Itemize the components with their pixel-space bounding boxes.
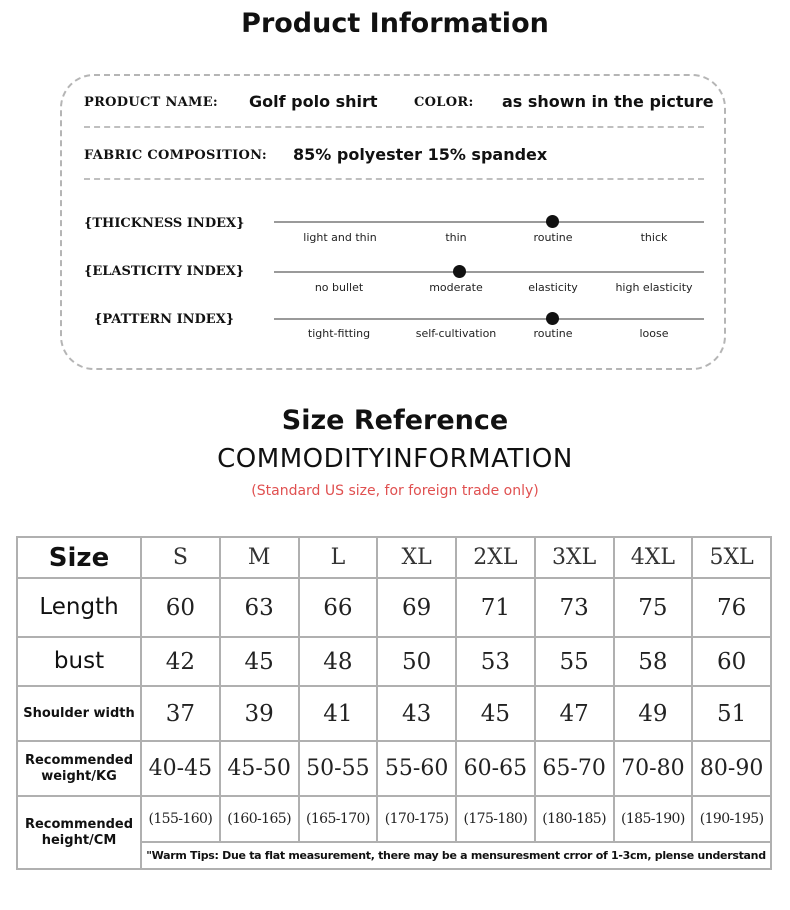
table-cell: 75 (614, 578, 693, 637)
commodity-info-heading: COMMODITYINFORMATION (217, 444, 573, 474)
elasticity-option: elasticity (528, 281, 578, 294)
warm-tip-text: "Warm Tips: Due ta flat measurement, there may be a mensuresment crror of 1-3cm, plense understand (141, 842, 771, 869)
size-label: M (220, 537, 299, 578)
thickness-option: light and thin (303, 231, 377, 244)
size-header-label: Size (17, 537, 141, 578)
table-cell: 39 (220, 686, 299, 741)
divider (84, 178, 704, 180)
table-cell: 45 (220, 637, 299, 686)
size-reference-heading: Size Reference (281, 405, 509, 436)
table-cell: 69 (377, 578, 456, 637)
thickness-option: thin (445, 231, 467, 244)
table-cell: (180-185) (535, 796, 614, 842)
color-value: as shown in the picture (502, 92, 714, 111)
table-cell: (165-170) (299, 796, 378, 842)
table-cell: 65-70 (535, 741, 614, 796)
table-cell: 49 (614, 686, 693, 741)
pattern-scale-line (274, 318, 704, 320)
table-cell: 73 (535, 578, 614, 637)
row-label-shoulder-width: Shoulder width (17, 686, 141, 741)
row-label-weight: Recommended weight/KG (17, 741, 141, 796)
product-name-label: PRODUCT NAME: (84, 95, 219, 110)
table-cell: (170-175) (377, 796, 456, 842)
fabric-value: 85% polyester 15% spandex (293, 145, 548, 164)
pattern-option: routine (533, 327, 573, 340)
row-label-bust: bust (17, 637, 141, 686)
table-row-shoulder (17, 686, 771, 741)
table-cell: 40-45 (141, 741, 220, 796)
table-cell: (160-165) (220, 796, 299, 842)
table-cell: 63 (220, 578, 299, 637)
pattern-marker (546, 312, 559, 325)
table-cell: (190-195) (692, 796, 771, 842)
table-row-weight (17, 741, 771, 796)
pattern-index-label: {PATTERN INDEX} (94, 312, 235, 327)
table-cell: (175-180) (456, 796, 535, 842)
elasticity-scale-line (274, 271, 704, 273)
table-cell: 71 (456, 578, 535, 637)
table-cell: (185-190) (614, 796, 693, 842)
table-cell: 45-50 (220, 741, 299, 796)
thickness-scale-line (274, 221, 704, 223)
table-row-bust (17, 637, 771, 686)
table-cell: 41 (299, 686, 378, 741)
size-label: 3XL (535, 537, 614, 578)
table-cell: 50-55 (299, 741, 378, 796)
pattern-option: loose (639, 327, 669, 340)
table-cell: 58 (614, 637, 693, 686)
elasticity-option: no bullet (314, 281, 364, 294)
table-cell: 43 (377, 686, 456, 741)
elasticity-index-label: {ELASTICITY INDEX} (84, 264, 245, 279)
table-cell: 48 (299, 637, 378, 686)
table-cell: (155-160) (141, 796, 220, 842)
product-info-heading: Product Information (241, 8, 549, 39)
thickness-marker (546, 215, 559, 228)
elasticity-option: high elasticity (615, 281, 693, 294)
thickness-option: thick (640, 231, 668, 244)
fabric-label: FABRIC COMPOSITION: (84, 148, 267, 163)
size-label: 5XL (692, 537, 771, 578)
divider (84, 126, 704, 128)
size-label: 4XL (614, 537, 693, 578)
elasticity-option: moderate (429, 281, 483, 294)
size-header-row (17, 537, 771, 578)
size-note: (Standard US size, for foreign trade only) (251, 483, 539, 499)
table-cell: 42 (141, 637, 220, 686)
table-cell: 60 (692, 637, 771, 686)
table-cell: 60-65 (456, 741, 535, 796)
table-cell: 70-80 (614, 741, 693, 796)
table-cell: 45 (456, 686, 535, 741)
pattern-option: tight-fitting (307, 327, 371, 340)
table-cell: 60 (141, 578, 220, 637)
color-label: COLOR: (414, 95, 474, 110)
table-cell: 37 (141, 686, 220, 741)
table-cell: 80-90 (692, 741, 771, 796)
table-cell: 55 (535, 637, 614, 686)
size-label: S (141, 537, 220, 578)
size-label: XL (377, 537, 456, 578)
product-name-value: Golf polo shirt (249, 92, 378, 111)
row-label-height: Recommended height/CM (17, 796, 141, 869)
table-row-length (17, 578, 771, 637)
table-cell: 55-60 (377, 741, 456, 796)
size-label: L (299, 537, 378, 578)
thickness-index-label: {THICKNESS INDEX} (84, 216, 245, 231)
table-cell: 47 (535, 686, 614, 741)
pattern-option: self-cultivation (415, 327, 497, 340)
size-label: 2XL (456, 537, 535, 578)
table-row-height (17, 796, 771, 842)
elasticity-marker (453, 265, 466, 278)
thickness-option: routine (533, 231, 573, 244)
size-table (16, 536, 772, 870)
row-label-length: Length (17, 578, 141, 637)
table-cell: 50 (377, 637, 456, 686)
table-cell: 53 (456, 637, 535, 686)
table-cell: 76 (692, 578, 771, 637)
table-cell: 51 (692, 686, 771, 741)
table-cell: 66 (299, 578, 378, 637)
